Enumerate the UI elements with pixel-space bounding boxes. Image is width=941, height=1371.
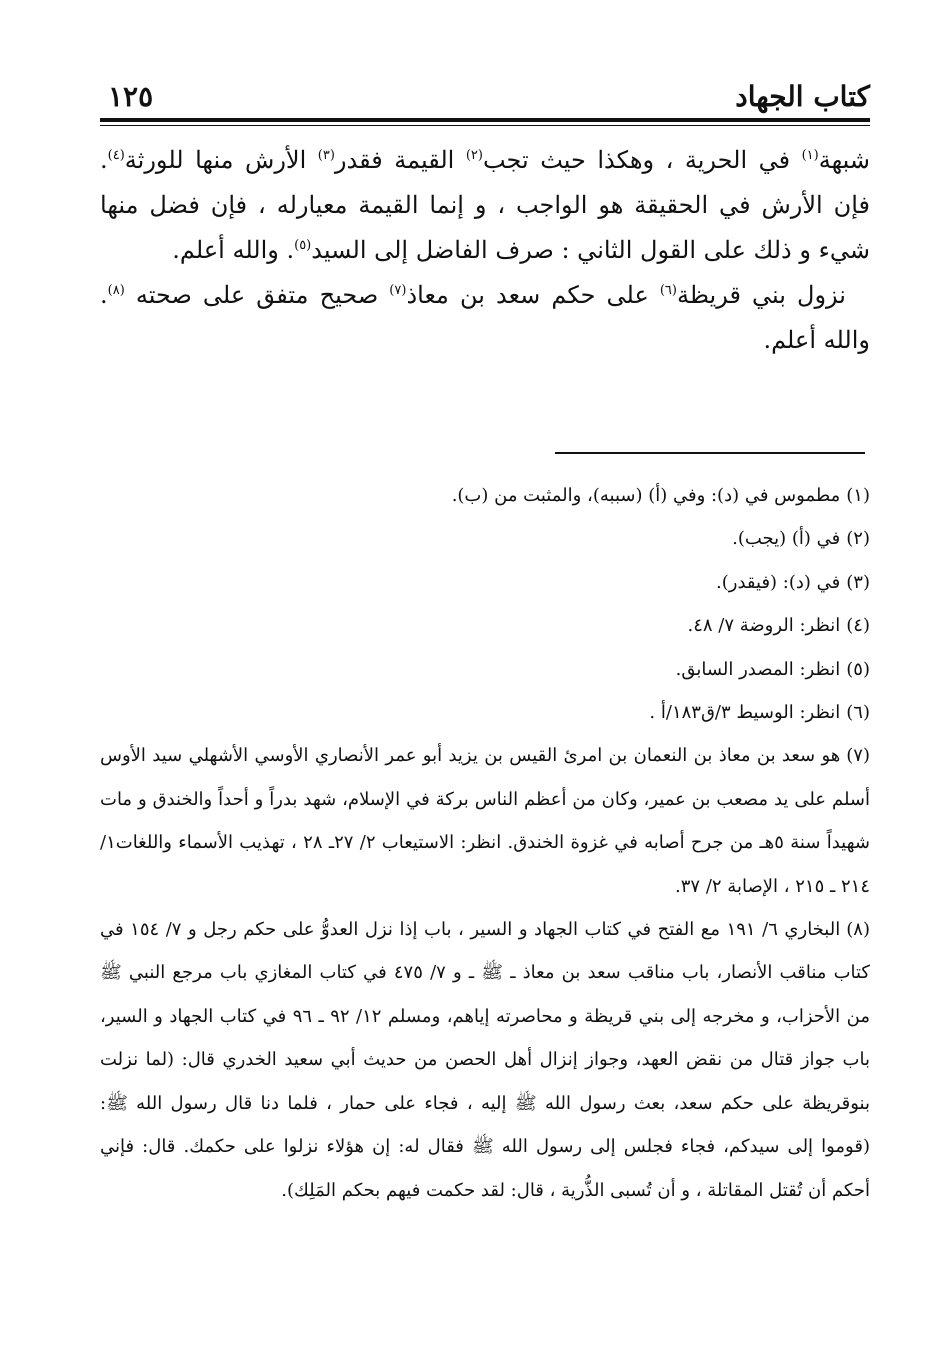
- footnote-text: انظر: الوسيط ٣/ق١٨٣/أ .: [649, 702, 841, 724]
- paragraph-1: [100, 138, 870, 273]
- footnote: [100, 734, 870, 908]
- footnote-ref: (٤): [107, 148, 125, 163]
- footnote: [100, 474, 870, 517]
- footnotes: [100, 474, 870, 1212]
- footnote-number: (٤): [846, 615, 870, 637]
- footnote: [100, 648, 870, 691]
- text-run: . والله أعلم.: [172, 236, 295, 264]
- footnote: [100, 517, 870, 560]
- text-run: القيمة فقدر: [334, 146, 466, 174]
- footnote-ref: (٥): [294, 238, 312, 253]
- footnote: [100, 691, 870, 734]
- header-rule-thin: [100, 125, 870, 126]
- page-header: [100, 74, 870, 114]
- footnote-number: (٣): [846, 571, 870, 593]
- footnote-ref: (٧): [389, 283, 407, 298]
- text-run: شبهة: [818, 146, 870, 174]
- footnote-text: في (د): (فيقدر).: [716, 571, 841, 593]
- footnote-text: انظر: المصدر السابق.: [675, 658, 841, 680]
- footnote-text: في (أ) (يجب).: [732, 528, 841, 550]
- text-run: الأرش منها للورثة: [124, 146, 318, 174]
- text-run: . فإن الأرش في الحقيقة هو الواجب ، و إنما القيمة معيارله ، فإن فضل منها شيء و ذلك على القول الثاني : صرف الفاضل إلى السيد: [100, 146, 871, 264]
- footnote: [100, 604, 870, 647]
- footnote-separator: [555, 452, 865, 454]
- footnote-ref: (١): [801, 148, 819, 163]
- footnote-ref: (٣): [317, 148, 335, 163]
- page-number: ١٢٥: [108, 80, 154, 113]
- text-run: . والله أعلم.: [100, 281, 870, 354]
- text-run: نزول بني قريظة: [676, 281, 846, 309]
- footnote-number: (٨): [846, 919, 870, 941]
- footnote-text: مطموس في (د): وفي (أ) (سببه)، والمثبت من (ب).: [451, 485, 841, 506]
- footnote-ref: (٦): [659, 283, 677, 298]
- footnote-text: البخاري ٦/ ١٩١ مع الفتح في كتاب الجهاد و السير ، باب إذا نزل العدوُّ على حكم رجل و ٧/ ١٥٤ في كتاب مناقب الأنصار، باب مناقب سعد بن معاذ ـ ﷺ ـ و ٧/ ٤٧٥ في كتاب المغازي باب مرجع النبي ﷺ من الأحزاب، و مخرجه إلى بني قريظة و محاصرته إياهم، ومسلم ١٢/ ٩٢ ـ ٩٦ في كتاب الجهاد و السير، باب جواز قتال من نقض العهد، وجواز إنزال أهل الحصن من حديث أبي سعيد الخدري قال: (لما نزلت بنوقريظة على حكم سعد، بعث رسول الله ﷺ إليه ، فجاء على حمار ، فلما دنا قال رسول الله ﷺ: (قوموا إلى سيدكم، فجاء فجلس إلى رسول الله ﷺ فقال له: إن هؤلاء نزلوا على حكمك. قال: فإني أحكم أن تُقتل المقاتلة ، و أن تُسبى الذُّرية ، قال: لقد حكمت فيهم بحكم المَلِك).: [100, 919, 870, 1201]
- text-run: على حكم سعد بن معاذ: [406, 281, 660, 309]
- footnote-number: (٦): [846, 702, 870, 724]
- footnote: [100, 908, 870, 1212]
- main-text: [100, 138, 870, 363]
- footnote-number: (٧): [846, 745, 870, 767]
- paragraph-2: [100, 273, 870, 363]
- footnote-text: انظر: الروضة ٧/ ٤٨.: [687, 615, 841, 637]
- footnote-number: (١): [846, 485, 870, 506]
- footnote-ref: (٢): [465, 148, 483, 163]
- footnote-number: (٥): [846, 658, 870, 680]
- footnote-ref: (٨): [107, 283, 125, 298]
- header-rule-thick: [100, 118, 870, 122]
- chapter-title: كتاب الجهاد: [735, 80, 870, 113]
- footnote-number: (٢): [846, 528, 870, 550]
- text-run: في الحرية ، وهكذا حيث تجب: [482, 146, 802, 174]
- footnote-text: هو سعد بن معاذ بن النعمان بن امرئ القيس بن يزيد أبو عمر الأنصاري الأوسي الأشهلي سيد الأوس أسلم على يد مصعب بن عمير، وكان من أعظم الناس بركة في الإسلام، شهد بدراً و أحداً والخندق و مات شهيداً سنة ٥هـ من جرح أصابه في غزوة الخندق. انظر: الاستيعاب ٢/ ٢٧ـ ٢٨ ، تهذيب الأسماء واللغات١/ ٢١٤ ـ ٢١٥ ، الإصابة ٢/ ٣٧.: [100, 745, 870, 897]
- text-run: صحيح متفق على صحته: [124, 281, 390, 309]
- footnote: [100, 561, 870, 604]
